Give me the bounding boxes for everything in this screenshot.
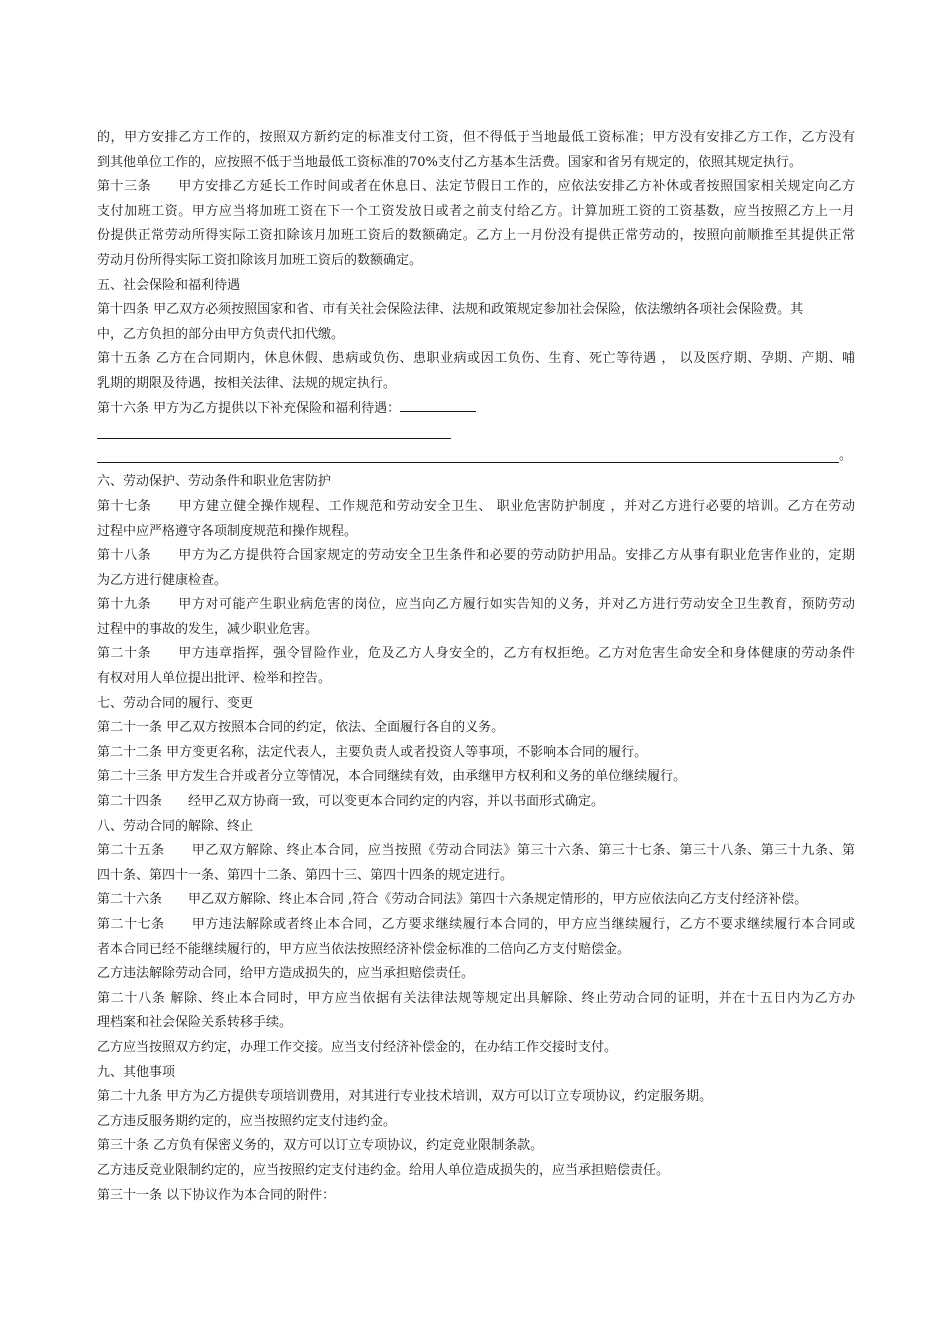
paragraph-line [97, 962, 855, 987]
line-text: 四十条、第四十一条、第四十二条、第四十三、第四十四条的规定进行。 [97, 867, 514, 883]
line-text: 乙方违法解除劳动合同，给甲方造成损失的，应当承担赔偿责任。 [97, 966, 475, 982]
line-text: 第十三条 甲方安排乙方延长工作时间或者在休息日、法定节假日工作的，应依法安排乙方补休或者按照国家相关规定向乙方 [97, 179, 855, 195]
line-text: 第二十五条 甲乙双方解除、终止本合同，应当按照《劳动合同法》第三十六条、第三十七条、第三十八条、第三十九条、第 [97, 843, 855, 859]
fill-in-blank-line [97, 421, 855, 446]
paragraph-line [97, 495, 855, 520]
line-text: 过程中应严格遵守各项制度规范和操作规程。 [97, 523, 358, 539]
paragraph-line [97, 126, 855, 151]
paragraph-line [97, 741, 855, 766]
paragraph-line [97, 1134, 855, 1159]
line-text: 到其他单位工作的，应按照不低于当地最低工资标准的70%支付乙方基本生活费。国家和省另有规定的，依照其规定执行。 [97, 154, 802, 170]
line-text: 第二十三条 甲方发生合并或者分立等情况，本合同继续有效，由承继甲方权利和义务的单位继续履行。 [97, 769, 687, 785]
blank-underline [97, 438, 451, 439]
paragraph-line [97, 151, 855, 176]
line-text: 五、社会保险和福利待遇 [97, 277, 241, 293]
line-text: 第二十七条 甲方违法解除或者终止本合同，乙方要求继续履行本合同的，甲方应当继续履行，乙方不要求继续履行本合同或 [97, 917, 855, 932]
paragraph-line [97, 249, 855, 274]
line-text: 七、劳动合同的履行、变更 [97, 695, 254, 711]
section-heading [97, 692, 855, 717]
line-text: 第十九条 甲方对可能产生职业病危害的岗位，应当向乙方履行如实告知的义务，并对乙方进行劳动安全卫生教育，预防劳动 [97, 597, 855, 613]
line-text: 第二十六条 甲乙双方解除、终止本合同 ,符合《劳动合同法》第四十六条规定情形的，甲方应依法向乙方支付经济补偿。 [97, 892, 808, 908]
paragraph-line [97, 544, 855, 569]
paragraph-line [97, 397, 855, 422]
paragraph-line [97, 839, 855, 864]
section-heading [97, 815, 855, 840]
paragraph-line [97, 593, 855, 618]
line-text: 第二十九条 甲方为乙方提供专项培训费用，对其进行专业技术培训，双方可以订立专项协议，约定服务期。 [97, 1089, 713, 1105]
line-text: 理档案和社会保险关系转移手续。 [97, 1015, 293, 1031]
line-text: 过程中的事故的发生，减少职业危害。 [97, 621, 319, 637]
blank-underline [400, 397, 476, 412]
section-heading [97, 470, 855, 495]
line-text: 的，甲方安排乙方工作的，按照双方新约定的标准支付工资，但不得低于当地最低工资标准；甲方没有安排乙方工作，乙方没有 [97, 130, 855, 145]
line-text: 第十八条 甲方为乙方提供符合国家规定的劳动安全卫生条件和必要的劳动防护用品。安排乙方从事有职业危害作业的，定期 [97, 548, 855, 564]
line-text: 者本合同已经不能继续履行的，甲方应当依法按照经济补偿金标准的二倍向乙方支付赔偿金。 [97, 941, 631, 957]
line-text: 乙方违反服务期约定的，应当按照约定支付违约金。 [97, 1113, 397, 1129]
paragraph-line [97, 987, 855, 1012]
paragraph-line [97, 1085, 855, 1110]
paragraph-line [97, 864, 855, 889]
line-text: 第三十一条 以下协议作为本合同的附件： [97, 1187, 336, 1203]
line-text: 第十六条 甲方为乙方提供以下补充保险和福利待遇： [97, 400, 401, 416]
blank-underline [97, 462, 839, 463]
line-text: 第三十条 乙方负有保密义务的，双方可以订立专项协议，约定竞业限制条款。 [97, 1138, 544, 1154]
line-text: 六、劳动保护、劳动条件和职业危害防护 [97, 474, 332, 490]
paragraph-line [97, 175, 855, 200]
line-text: 为乙方进行健康检查。 [97, 572, 228, 588]
line-text: 份提供正常劳动所得实际工资扣除该月加班工资后的数额确定。乙方上一月份没有提供正常劳动的，按照向前顺推至其提供正常 [97, 228, 855, 244]
section-heading [97, 274, 855, 299]
paragraph-line [97, 520, 855, 545]
line-text: 第二十二条 甲方变更名称，法定代表人，主要负责人或者投资人等事项，不影响本合同的履行。 [97, 744, 648, 760]
line-text: 支付加班工资。甲方应当将加班工资在下一个工资发放日或者之前支付给乙方。计算加班工资的工资基数，应当按照乙方上一月 [97, 203, 855, 219]
line-text: 乳期的期限及待遇，按相关法律、法规的规定执行。 [97, 375, 397, 391]
paragraph-line [97, 618, 855, 643]
fill-in-blank-line [97, 446, 855, 471]
line-text: 第十七条 甲方建立健全操作规程、工作规范和劳动安全卫生、 职业危害防护制度 ，并对乙方进行必要的培训。乙方在劳动 [97, 498, 855, 514]
paragraph-line [97, 790, 855, 815]
line-text: 乙方违反竞业限制约定的，应当按照约定支付违约金。给用人单位造成损失的，应当承担赔偿责任。 [97, 1162, 670, 1178]
paragraph-line [97, 913, 855, 938]
paragraph-line [97, 347, 855, 372]
paragraph-line [97, 200, 855, 225]
paragraph-line [97, 938, 855, 963]
paragraph-line [97, 224, 855, 249]
paragraph-line [97, 1110, 855, 1135]
section-heading [97, 1061, 855, 1086]
paragraph-line [97, 888, 855, 913]
document-page [97, 126, 855, 1208]
paragraph-line [97, 323, 855, 348]
paragraph-line [97, 1184, 855, 1209]
paragraph-line [97, 1011, 855, 1036]
paragraph-line [97, 765, 855, 790]
paragraph-line [97, 569, 855, 594]
line-text: 第二十条 甲方违章指挥，强令冒险作业，危及乙方人身安全的，乙方有权拒绝。乙方对危害生命安全和身体健康的劳动条件 [97, 646, 855, 662]
blank-line-end-mark: 。 [839, 447, 853, 463]
paragraph-line [97, 667, 855, 692]
line-text: 中，乙方负担的部分由甲方负责代扣代缴。 [97, 326, 345, 342]
line-text: 第二十八条 解除、终止本合同时，甲方应当依据有关法律法规等规定出具解除、终止劳动合同的证明，并在十五日内为乙方办 [97, 990, 855, 1006]
line-text: 九、其他事项 [97, 1064, 176, 1080]
line-text: 第十四条 甲乙双方必须按照国家和省、市有关社会保险法律、法规和政策规定参加社会保险，依法缴纳各项社会保险费。其 [97, 302, 804, 318]
line-text: 有权对用人单位提出批评、检举和控告。 [97, 671, 332, 687]
paragraph-line [97, 1159, 855, 1184]
line-text: 八、劳动合同的解除、终止 [97, 818, 254, 834]
paragraph-line [97, 298, 855, 323]
paragraph-line [97, 372, 855, 397]
line-text: 劳动月份所得实际工资扣除该月加班工资后的数额确定。 [97, 252, 423, 268]
line-text: 第二十一条 甲乙双方按照本合同的约定，依法、全面履行各自的义务。 [97, 720, 505, 736]
paragraph-line [97, 1036, 855, 1061]
line-text: 乙方应当按照双方约定，办理工作交接。应当支付经济补偿金的，在办结工作交接时支付。 [97, 1039, 618, 1055]
line-text: 第十五条 乙方在合同期内，休息休假、患病或负伤、患职业病或因工负伤、生育、死亡等待遇 ， 以及医疗期、孕期、产期、哺 [97, 351, 855, 367]
paragraph-line [97, 642, 855, 667]
line-text: 第二十四条 经甲乙双方协商一致，可以变更本合同约定的内容，并以书面形式确定。 [97, 794, 605, 810]
paragraph-line [97, 716, 855, 741]
